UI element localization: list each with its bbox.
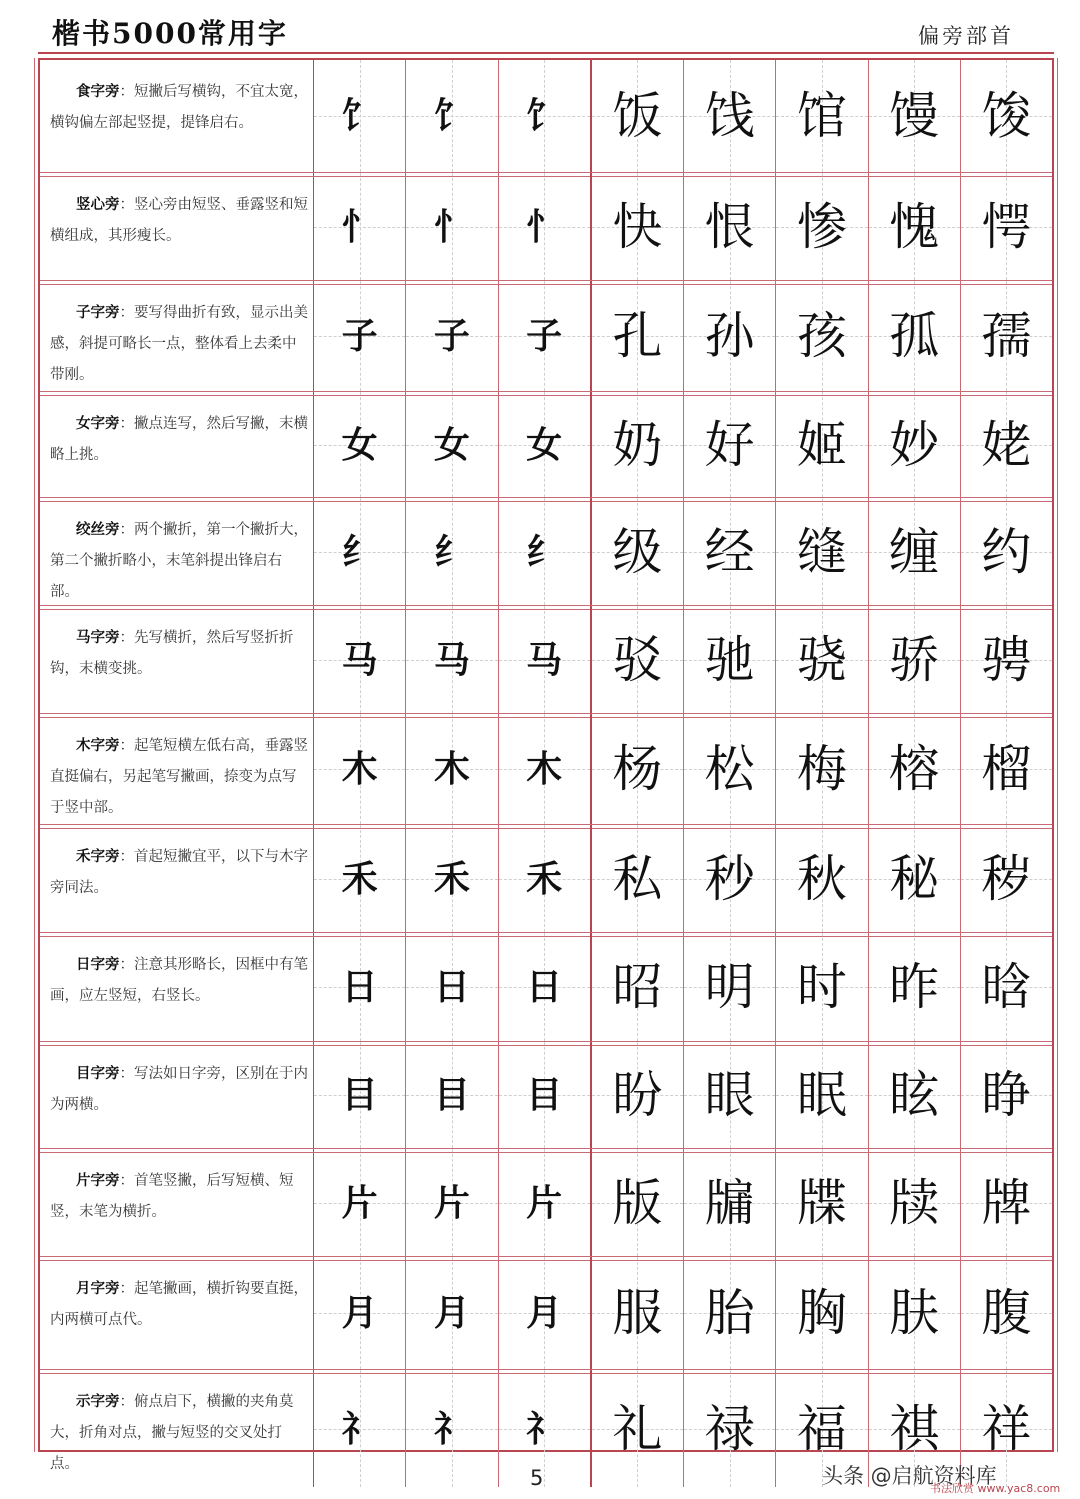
example-char: 牖 xyxy=(704,1173,755,1232)
radical-practice-cell xyxy=(498,173,590,280)
example-char-cell xyxy=(683,1149,775,1256)
example-char: 眼 xyxy=(704,1066,755,1124)
example-char: 级 xyxy=(612,522,663,581)
example-char: 饯 xyxy=(704,87,755,145)
radical-practice-cell xyxy=(498,392,590,497)
example-char-cell xyxy=(590,1257,683,1369)
radical-practice-cell xyxy=(405,498,497,605)
example-char-cell xyxy=(683,714,775,824)
example-char: 明 xyxy=(704,958,755,1016)
example-char-cell xyxy=(868,281,960,391)
radical-practice-cell xyxy=(498,60,590,172)
radical-description xyxy=(40,1042,314,1148)
example-char-cell xyxy=(683,1257,775,1369)
example-char: 牌 xyxy=(981,1173,1032,1232)
radical-glyph: 木 xyxy=(341,748,378,790)
radical-glyph: 礻 xyxy=(526,1407,563,1450)
radical-name: 月字旁 xyxy=(76,1280,120,1297)
radical-practice-cell xyxy=(405,1370,497,1487)
page-number: 5 xyxy=(530,1466,544,1490)
radical-name: 子字旁 xyxy=(76,304,120,321)
radical-name: 目字旁 xyxy=(76,1065,120,1082)
radical-desc-text: 首笔竖撇，后写短横、短竖，末笔为横折。 xyxy=(50,1173,294,1220)
example-char-cell xyxy=(590,1370,683,1487)
practice-grid xyxy=(38,58,1054,1472)
radical-row xyxy=(40,280,1052,391)
example-char-cell xyxy=(960,281,1052,391)
radical-glyph: 片 xyxy=(526,1181,563,1224)
example-char: 私 xyxy=(612,849,663,908)
radical-glyph: 饣 xyxy=(341,95,378,137)
example-char: 孙 xyxy=(704,307,755,365)
example-char-cell xyxy=(590,933,683,1041)
example-char: 榕 xyxy=(889,740,940,798)
example-char: 缝 xyxy=(796,522,847,581)
watermark: 头条 @启航资料库 xyxy=(822,1464,997,1488)
radical-glyph: 日 xyxy=(341,966,378,1008)
book-title: 楷书5000常用字 xyxy=(52,17,288,50)
example-char-cell xyxy=(590,281,683,391)
radical-practice-cell xyxy=(314,498,405,605)
radical-glyph: 女 xyxy=(526,423,563,466)
example-char-cell xyxy=(590,606,683,713)
example-char: 秘 xyxy=(889,849,940,908)
radical-glyph: 马 xyxy=(526,638,563,681)
example-char: 祺 xyxy=(889,1399,940,1458)
example-char-cell xyxy=(868,825,960,932)
example-char-cell xyxy=(960,173,1052,280)
example-char-cell xyxy=(775,392,867,497)
radical-desc-text: 起笔短横左低右高，垂露竖直挺偏右，另起笔写撇画，捺变为点写于竖中部。 xyxy=(50,738,308,816)
example-char: 礼 xyxy=(612,1399,663,1458)
example-char-cell xyxy=(683,392,775,497)
radical-description xyxy=(40,173,314,280)
radical-practice-cell xyxy=(498,606,590,713)
example-char-cell xyxy=(868,173,960,280)
example-char: 姬 xyxy=(796,415,847,474)
example-char-cell xyxy=(868,933,960,1041)
radical-glyph: 禾 xyxy=(433,857,470,900)
radical-description xyxy=(40,1257,314,1369)
radical-description xyxy=(40,281,314,391)
radical-practice-cell xyxy=(405,1149,497,1256)
radical-practice-cell xyxy=(405,606,497,713)
radical-practice-cell xyxy=(314,392,405,497)
radical-glyph: 子 xyxy=(433,315,470,357)
example-char: 饭 xyxy=(612,87,663,145)
radical-row xyxy=(40,1148,1052,1256)
radical-name-colon: ： xyxy=(119,305,134,321)
example-char-cell xyxy=(683,1370,775,1487)
radical-description xyxy=(40,714,314,824)
example-char: 快 xyxy=(612,197,663,256)
example-char-cell xyxy=(868,1257,960,1369)
radical-row xyxy=(40,497,1052,605)
example-char-cell xyxy=(683,173,775,280)
radical-row xyxy=(40,60,1052,172)
example-char: 姥 xyxy=(981,415,1032,474)
radical-glyph: 纟 xyxy=(341,530,378,573)
radical-name: 马字旁 xyxy=(76,629,120,646)
radical-row xyxy=(40,824,1052,932)
example-char: 孤 xyxy=(889,307,940,365)
radical-practice-cell xyxy=(498,1149,590,1256)
example-char: 孺 xyxy=(981,307,1032,365)
radical-name-colon: ： xyxy=(119,738,134,754)
example-char-cell xyxy=(590,1149,683,1256)
radical-practice-cell xyxy=(314,1149,405,1256)
radical-row xyxy=(40,713,1052,824)
example-char: 睁 xyxy=(981,1066,1032,1124)
example-char: 松 xyxy=(704,740,755,798)
radical-glyph: 木 xyxy=(526,748,563,790)
radical-description xyxy=(40,825,314,932)
radical-practice-cell xyxy=(314,606,405,713)
example-char: 杨 xyxy=(612,740,663,798)
example-char: 愧 xyxy=(889,197,940,256)
radical-glyph: 月 xyxy=(433,1292,470,1334)
radical-glyph: 女 xyxy=(433,423,470,466)
example-char-cell xyxy=(775,498,867,605)
example-char-cell xyxy=(590,825,683,932)
example-char-cell xyxy=(960,714,1052,824)
radical-name: 片字旁 xyxy=(76,1172,120,1189)
example-char-cell xyxy=(775,173,867,280)
radical-name: 食字旁 xyxy=(76,83,120,100)
example-char-cell xyxy=(960,1257,1052,1369)
radical-practice-cell xyxy=(405,825,497,932)
example-char: 愕 xyxy=(981,197,1032,256)
example-char: 秋 xyxy=(796,849,847,908)
radical-glyph: 纟 xyxy=(526,530,563,573)
radical-practice-cell xyxy=(405,714,497,824)
radical-practice-cell xyxy=(405,392,497,497)
example-char: 好 xyxy=(704,415,755,474)
example-char: 时 xyxy=(796,958,847,1016)
example-char-cell xyxy=(590,60,683,172)
header-rule xyxy=(38,52,1054,54)
example-char-cell xyxy=(683,1042,775,1148)
radical-glyph: 目 xyxy=(526,1074,563,1116)
radical-practice-cell xyxy=(498,714,590,824)
radical-practice-cell xyxy=(498,498,590,605)
radical-desc-text: 撇点连写，然后写撇，末横略上挑。 xyxy=(50,416,308,463)
example-char: 眩 xyxy=(889,1066,940,1124)
radical-name-colon: ： xyxy=(119,1066,134,1082)
example-char-cell xyxy=(775,714,867,824)
radical-name-colon: ： xyxy=(119,630,134,646)
example-char-cell xyxy=(590,173,683,280)
example-char-cell xyxy=(960,1149,1052,1256)
example-char: 牍 xyxy=(889,1173,940,1232)
example-char-cell xyxy=(960,392,1052,497)
radical-desc-text: 先写横折，然后写竖折折钩，末横变挑。 xyxy=(50,630,294,677)
example-char: 骋 xyxy=(981,630,1032,689)
radical-desc-text: 两个撇折，第一个撇折大，第二个撇折略小，末笔斜提出锋启右部。 xyxy=(50,522,308,600)
example-char-cell xyxy=(960,498,1052,605)
radical-glyph: 礻 xyxy=(433,1407,470,1450)
radical-name-colon: ： xyxy=(119,1281,134,1297)
example-char-cell xyxy=(868,714,960,824)
example-char-cell xyxy=(868,498,960,605)
radical-name-colon: ： xyxy=(119,416,134,432)
radical-description xyxy=(40,392,314,497)
radical-glyph: 片 xyxy=(341,1181,378,1224)
radical-name: 绞丝旁 xyxy=(76,521,120,538)
radical-row xyxy=(40,605,1052,713)
radical-practice-cell xyxy=(314,60,405,172)
watermark-site: 书法欣赏 www.yac8.com xyxy=(930,1482,1061,1495)
radical-row xyxy=(40,172,1052,280)
radical-name-colon: ： xyxy=(119,84,134,100)
example-char: 昭 xyxy=(612,958,663,1016)
radical-practice-cell xyxy=(314,173,405,280)
example-char-cell xyxy=(960,825,1052,932)
radical-row xyxy=(40,1041,1052,1148)
radical-description xyxy=(40,1149,314,1256)
radical-glyph: 子 xyxy=(341,315,378,357)
example-char: 妙 xyxy=(889,415,940,474)
radical-glyph: 片 xyxy=(433,1181,470,1224)
example-char-cell xyxy=(683,825,775,932)
example-char: 秽 xyxy=(981,849,1032,908)
radical-glyph: 禾 xyxy=(341,857,378,900)
example-char-cell xyxy=(960,1042,1052,1148)
example-char-cell xyxy=(775,281,867,391)
radical-row xyxy=(40,391,1052,497)
example-char: 约 xyxy=(981,522,1032,581)
radical-name-colon: ： xyxy=(119,197,134,213)
example-char-cell xyxy=(683,933,775,1041)
radical-name-colon: ： xyxy=(119,957,134,973)
example-char-cell xyxy=(683,498,775,605)
example-char: 福 xyxy=(796,1399,847,1458)
radical-glyph: 日 xyxy=(526,966,563,1008)
radical-name: 女字旁 xyxy=(76,415,120,432)
example-char-cell xyxy=(868,60,960,172)
example-char-cell xyxy=(590,1042,683,1148)
section-title: 偏旁部首 xyxy=(918,24,1014,48)
radical-desc-text: 竖心旁由短竖、垂露竖和短横组成，其形瘦长。 xyxy=(50,197,308,244)
example-char: 胸 xyxy=(796,1284,847,1342)
radical-practice-cell xyxy=(498,1370,590,1487)
example-char-cell xyxy=(590,392,683,497)
radical-glyph: 女 xyxy=(341,423,378,466)
example-char-cell xyxy=(590,714,683,824)
radical-practice-cell xyxy=(314,714,405,824)
example-char: 梅 xyxy=(796,740,847,798)
example-char: 经 xyxy=(704,522,755,581)
radical-name: 竖心旁 xyxy=(76,196,120,213)
example-char: 服 xyxy=(612,1284,663,1342)
example-char-cell xyxy=(683,606,775,713)
example-char: 肤 xyxy=(889,1284,940,1342)
radical-practice-cell xyxy=(405,933,497,1041)
example-char: 骁 xyxy=(796,630,847,689)
radical-glyph: 禾 xyxy=(526,857,563,900)
example-char: 腹 xyxy=(981,1284,1032,1342)
radical-practice-cell xyxy=(498,1042,590,1148)
example-char: 眠 xyxy=(796,1066,847,1124)
example-char: 祥 xyxy=(981,1399,1032,1458)
radical-description xyxy=(40,60,314,172)
radical-practice-cell xyxy=(314,281,405,391)
radical-desc-text: 俯点启下，横撇的夹角莫大，折角对点，撇与短竖的交叉处打点。 xyxy=(50,1394,294,1472)
example-char-cell xyxy=(775,825,867,932)
radical-name: 日字旁 xyxy=(76,956,120,973)
radical-description xyxy=(40,498,314,605)
example-char: 驰 xyxy=(704,630,755,689)
example-char: 馂 xyxy=(981,87,1032,145)
example-char-cell xyxy=(775,1149,867,1256)
radical-glyph: 日 xyxy=(433,966,470,1008)
example-char-cell xyxy=(775,60,867,172)
example-char-cell xyxy=(868,606,960,713)
page-header xyxy=(0,0,1080,52)
example-char: 昨 xyxy=(889,958,940,1016)
radical-description xyxy=(40,1370,314,1487)
radical-glyph: 目 xyxy=(341,1074,378,1116)
radical-practice-cell xyxy=(405,1257,497,1369)
example-char-cell xyxy=(590,498,683,605)
example-char-cell xyxy=(868,1042,960,1148)
radical-desc-text: 首起短撇宜平，以下与木字旁同法。 xyxy=(50,849,308,896)
example-char-cell xyxy=(960,933,1052,1041)
example-char: 馒 xyxy=(889,87,940,145)
radical-practice-cell xyxy=(314,1042,405,1148)
radical-glyph: 月 xyxy=(526,1292,563,1334)
radical-name: 示字旁 xyxy=(76,1393,120,1410)
radical-practice-cell xyxy=(405,173,497,280)
radical-desc-text: 写法如日字旁，区别在于内为两横。 xyxy=(50,1066,308,1113)
example-char-cell xyxy=(868,1149,960,1256)
radical-desc-text: 短撇后写横钩，不宜太宽，横钩偏左部起竖提，提锋启右。 xyxy=(50,84,308,131)
example-char-cell xyxy=(960,60,1052,172)
example-char: 牒 xyxy=(796,1173,847,1232)
radical-name-colon: ： xyxy=(119,522,134,538)
example-char: 盼 xyxy=(612,1066,663,1124)
example-char: 秒 xyxy=(704,849,755,908)
radical-practice-cell xyxy=(314,1257,405,1369)
radical-description xyxy=(40,933,314,1041)
radical-glyph: 木 xyxy=(433,748,470,790)
radical-glyph: 饣 xyxy=(526,95,563,137)
radical-glyph: 目 xyxy=(433,1074,470,1116)
radical-name: 木字旁 xyxy=(76,737,120,754)
radical-glyph: 纟 xyxy=(433,530,470,573)
radical-glyph: 忄 xyxy=(526,205,563,248)
radical-practice-cell xyxy=(314,1370,405,1487)
example-char-cell xyxy=(775,1257,867,1369)
example-char: 孩 xyxy=(796,307,847,365)
radical-practice-cell xyxy=(498,281,590,391)
example-char-cell xyxy=(868,392,960,497)
example-char: 馆 xyxy=(796,87,847,145)
radical-name-colon: ： xyxy=(119,1173,134,1189)
example-char-cell xyxy=(775,606,867,713)
example-char: 驳 xyxy=(612,630,663,689)
example-char-cell xyxy=(683,281,775,391)
radical-glyph: 饣 xyxy=(433,95,470,137)
example-char-cell xyxy=(683,60,775,172)
example-char: 惨 xyxy=(796,197,847,256)
example-char-cell xyxy=(960,606,1052,713)
radical-glyph: 忄 xyxy=(341,205,378,248)
radical-name: 禾字旁 xyxy=(76,848,120,865)
radical-practice-cell xyxy=(314,825,405,932)
radical-desc-text: 注意其形略长，因框中有笔画，应左竖短，右竖长。 xyxy=(50,957,308,1004)
radical-row xyxy=(40,1256,1052,1369)
example-char: 缠 xyxy=(889,522,940,581)
radical-desc-text: 起笔撇画，横折钩要直挺，内两横可点代。 xyxy=(50,1281,308,1328)
example-char: 骄 xyxy=(889,630,940,689)
example-char-cell xyxy=(775,1042,867,1148)
radical-glyph: 忄 xyxy=(433,205,470,248)
radical-practice-cell xyxy=(314,933,405,1041)
radical-practice-cell xyxy=(498,933,590,1041)
example-char: 禄 xyxy=(704,1399,755,1458)
radical-name-colon: ： xyxy=(119,849,134,865)
radical-row xyxy=(40,932,1052,1041)
radical-practice-cell xyxy=(405,1042,497,1148)
example-char-cell xyxy=(775,933,867,1041)
example-char: 晗 xyxy=(981,958,1032,1016)
example-char: 榴 xyxy=(981,740,1032,798)
radical-practice-cell xyxy=(405,60,497,172)
radical-glyph: 子 xyxy=(526,315,563,357)
radical-glyph: 月 xyxy=(341,1292,378,1334)
radical-desc-text: 要写得曲折有致，显示出美感，斜提可略长一点，整体看上去柔中带刚。 xyxy=(50,305,308,383)
radical-practice-cell xyxy=(498,825,590,932)
example-char: 胎 xyxy=(704,1284,755,1342)
radical-glyph: 马 xyxy=(341,638,378,681)
radical-description xyxy=(40,606,314,713)
radical-practice-cell xyxy=(498,1257,590,1369)
radical-glyph: 马 xyxy=(433,638,470,681)
radical-name-colon: ： xyxy=(119,1394,134,1410)
example-char: 孔 xyxy=(612,307,663,365)
radical-glyph: 礻 xyxy=(341,1407,378,1450)
example-char: 恨 xyxy=(704,197,755,256)
example-char: 版 xyxy=(612,1173,663,1232)
example-char: 奶 xyxy=(612,415,663,474)
radical-practice-cell xyxy=(405,281,497,391)
